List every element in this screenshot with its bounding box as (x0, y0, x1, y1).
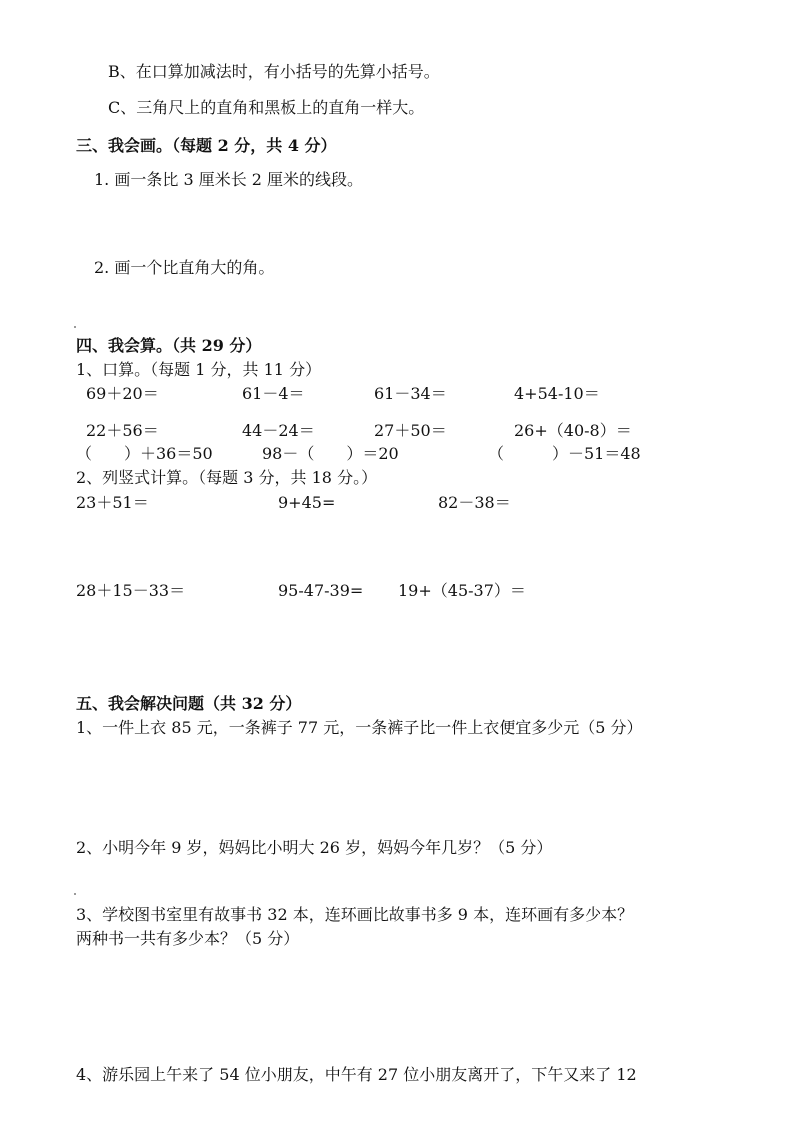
vertical-calc-item: 28＋15－33＝ (76, 581, 186, 600)
mental-math-item: 27＋50＝ (374, 421, 447, 440)
option-c: C、三角尺上的直角和黑板上的直角一样大。 (108, 98, 425, 117)
section-4-title: 四、我会算。（共 29 分） (76, 336, 262, 355)
word-problem-1: 1、一件上衣 85 元，一条裤子 77 元，一条裤子比一件上衣便宜多少元（5 分） (76, 718, 643, 737)
vertical-calc-item: 9+45= (278, 493, 336, 512)
draw-question-1: 1. 画一条比 3 厘米长 2 厘米的线段。 (94, 170, 364, 189)
mental-math-heading: 1、口算。（每题 1 分，共 11 分） (76, 360, 322, 379)
draw-question-2: 2. 画一个比直角大的角。 (94, 258, 275, 277)
scan-speck (74, 893, 76, 895)
mental-math-item: 4+54-10＝ (514, 384, 600, 403)
mental-math-item: 44－24＝ (242, 421, 315, 440)
scan-speck (74, 326, 76, 328)
mental-math-item: 69＋20＝ (86, 384, 159, 403)
fill-blank-item: 98－（ ）＝20 (262, 444, 399, 463)
mental-math-item: 26+（40-8）＝ (514, 421, 632, 440)
option-b: B、在口算加减法时，有小括号的先算小括号。 (108, 62, 440, 81)
mental-math-item: 61－34＝ (374, 384, 447, 403)
fill-blank-item: （ ）－51＝48 (488, 444, 641, 463)
fill-blank-item: （ ）＋36＝50 (76, 444, 213, 463)
section-5-title: 五、我会解决问题（共 32 分） (76, 694, 302, 713)
word-problem-3-line-2: 两种书一共有多少本？（5 分） (76, 929, 300, 948)
word-problem-3-line-1: 3、学校图书室里有故事书 32 本，连环画比故事书多 9 本，连环画有多少本？ (76, 905, 634, 924)
word-problem-4: 4、游乐园上午来了 54 位小朋友，中午有 27 位小朋友离开了，下午又来了 12 (76, 1065, 637, 1084)
vertical-calc-item: 23＋51＝ (76, 493, 149, 512)
vertical-calc-item: 19+（45-37）＝ (398, 581, 526, 600)
word-problem-2: 2、小明今年 9 岁，妈妈比小明大 26 岁，妈妈今年几岁？（5 分） (76, 838, 553, 857)
mental-math-item: 61－4＝ (242, 384, 305, 403)
vertical-calc-heading: 2、列竖式计算。（每题 3 分，共 18 分。） (76, 468, 378, 487)
mental-math-item: 22＋56＝ (86, 421, 159, 440)
vertical-calc-item: 82－38＝ (438, 493, 511, 512)
vertical-calc-item: 95-47-39= (278, 581, 364, 600)
section-3-title: 三、我会画。（每题 2 分，共 4 分） (76, 136, 337, 155)
